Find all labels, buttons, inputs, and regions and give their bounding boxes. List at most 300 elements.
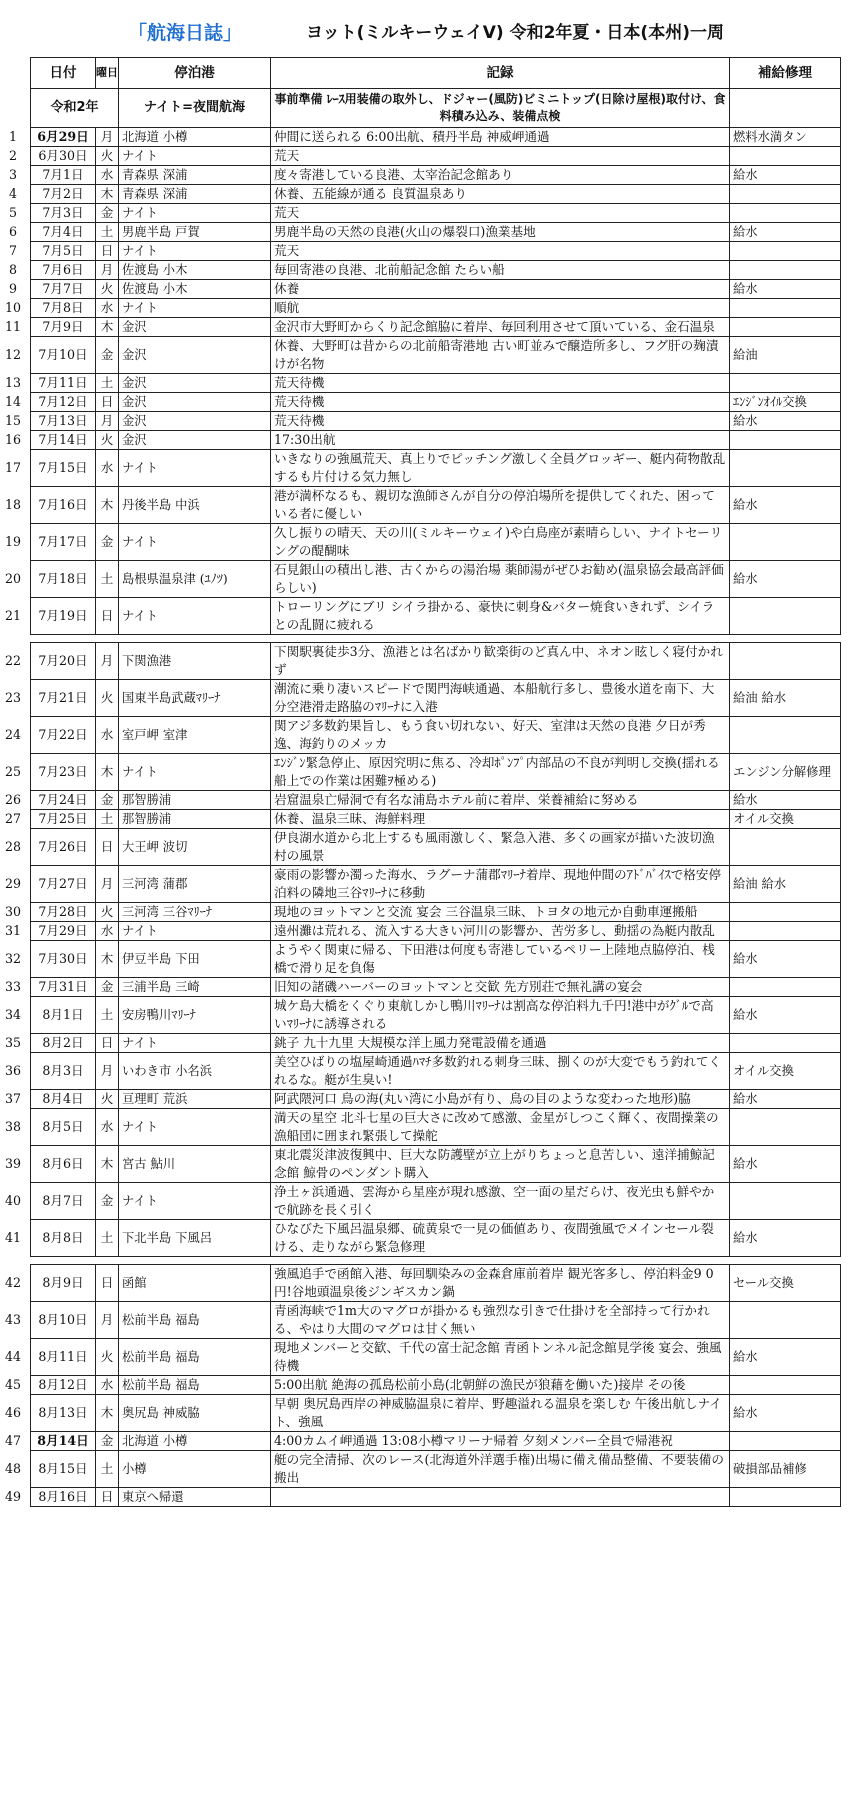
record-cell: 旧知の諸磯ハーバーのヨットマンと交歓 先方別荘で無礼講の宴会 <box>271 978 730 997</box>
row-number: 29 <box>4 876 22 891</box>
supply-cell: 給水 <box>730 1090 841 1109</box>
record-cell: 17:30出航 <box>271 431 730 450</box>
record-cell: 潮流に乗り凄いスピードで関門海峡通過、本船航行多し、豊後水道を南下、大分空港滑走路脇のﾏﾘｰﾅに入港 <box>271 680 730 717</box>
record-cell: 遠州灘は荒れる、流入する大きい河川の影響か、苦労多し、動揺の為艇内散乱 <box>271 922 730 941</box>
port-cell: 松前半島 福島 <box>119 1339 271 1376</box>
row-number: 6 <box>8 224 17 239</box>
row-number: 34 <box>4 1007 22 1022</box>
log-row <box>31 1146 841 1183</box>
row-number: 28 <box>4 839 22 854</box>
day-cell: 金 <box>96 1432 119 1451</box>
port-cell: ナイト <box>119 598 271 635</box>
row-number: 21 <box>4 608 22 623</box>
port-cell: 宮古 鮎川 <box>119 1146 271 1183</box>
log-row <box>31 431 841 450</box>
day-cell: 金 <box>96 204 119 223</box>
day-cell: 月 <box>96 866 119 903</box>
row-number: 10 <box>4 300 22 315</box>
supply-cell <box>730 1034 841 1053</box>
port-cell: ナイト <box>119 204 271 223</box>
port-cell: 三河湾 蒲郡 <box>119 866 271 903</box>
log-row <box>31 791 841 810</box>
port-cell: 島根県温泉津 (ﾕﾉﾂ) <box>119 561 271 598</box>
supply-cell: 給水 <box>730 280 841 299</box>
row-number: 49 <box>4 1489 22 1504</box>
date-cell: 7月9日 <box>31 318 96 337</box>
date-cell: 7月20日 <box>31 643 96 680</box>
record-cell: 度々寄港している良港、太宰治記念館あり <box>271 166 730 185</box>
port-cell: 松前半島 福島 <box>119 1302 271 1339</box>
port-cell: 東京へ帰還 <box>119 1488 271 1507</box>
row-number: 18 <box>4 497 22 512</box>
row-number: 22 <box>4 653 22 668</box>
date-cell: 7月21日 <box>31 680 96 717</box>
log-row <box>31 1183 841 1220</box>
row-number: 7 <box>8 243 17 258</box>
log-row <box>31 561 841 598</box>
voyage-log-table <box>30 57 841 1507</box>
date-cell: 7月11日 <box>31 374 96 393</box>
record-cell: 現地のヨットマンと交流 宴会 三谷温泉三昧、トヨタの地元か自動車運搬船 <box>271 903 730 922</box>
col-header-record: 記録 <box>271 58 730 89</box>
log-row <box>31 166 841 185</box>
day-cell: 土 <box>96 223 119 242</box>
row-number: 23 <box>4 690 22 705</box>
row-number: 45 <box>4 1377 22 1392</box>
day-cell: 月 <box>96 643 119 680</box>
supply-cell: 給水 <box>730 412 841 431</box>
record-cell: トローリングにブリ シイラ掛かる、豪快に刺身&バター焼食いきれず、シイラとの乱闘に疲れる <box>271 598 730 635</box>
col-header-port: 停泊港 <box>119 58 271 89</box>
supply-cell: 給水 <box>730 166 841 185</box>
header <box>0 10 860 50</box>
record-cell: 阿武隈河口 鳥の海(丸い湾に小島が有り、鳥の目のような変わった地形)脇 <box>271 1090 730 1109</box>
row-number: 24 <box>4 727 22 742</box>
day-cell: 金 <box>96 524 119 561</box>
supply-cell <box>730 643 841 680</box>
log-row <box>31 922 841 941</box>
log-row <box>31 524 841 561</box>
date-cell: 7月18日 <box>31 561 96 598</box>
log-row <box>31 337 841 374</box>
log-row <box>31 374 841 393</box>
log-row <box>31 866 841 903</box>
log-row <box>31 1376 841 1395</box>
date-cell: 7月28日 <box>31 903 96 922</box>
date-cell: 8月1日 <box>31 997 96 1034</box>
port-cell: ナイト <box>119 1034 271 1053</box>
supply-cell: 給水 <box>730 1395 841 1432</box>
preparation-record: 事前準備 ﾚｰｽ用装備の取外し、ドジャー(風防)ビミニトップ(日除け屋根)取付け、食料積み込み、装備点検 <box>271 89 730 128</box>
record-cell: 石見銀山の積出し港、古くからの湯治場 薬師湯がぜひお勧め(温泉協会最高評価らしい) <box>271 561 730 598</box>
day-cell: 火 <box>96 431 119 450</box>
supply-cell <box>730 204 841 223</box>
day-cell: 火 <box>96 1339 119 1376</box>
record-cell: 5:00出航 絶海の孤島松前小島(北朝鮮の漁民が狼藉を働いた)接岸 その後 <box>271 1376 730 1395</box>
record-cell <box>271 1488 730 1507</box>
day-cell: 日 <box>96 1488 119 1507</box>
date-cell: 8月4日 <box>31 1090 96 1109</box>
port-cell: 大王岬 波切 <box>119 829 271 866</box>
port-cell: 伊豆半島 下田 <box>119 941 271 978</box>
night-note-cell: ナイト=夜間航海 <box>119 89 271 128</box>
record-cell: ひなびた下風呂温泉郷、硫黄泉で一見の価値あり、夜間強風でメインセール裂ける、走りながら緊急修理 <box>271 1220 730 1257</box>
log-row <box>31 318 841 337</box>
supply-cell <box>730 903 841 922</box>
log-row <box>31 1395 841 1432</box>
supply-cell <box>730 431 841 450</box>
date-cell: 8月9日 <box>31 1265 96 1302</box>
date-cell: 8月13日 <box>31 1395 96 1432</box>
day-cell: 金 <box>96 791 119 810</box>
supply-cell: 給水 <box>730 223 841 242</box>
supply-cell: ｴﾝｼﾞﾝｵｲﾙ交換 <box>730 393 841 412</box>
supply-cell: 給水 <box>730 1220 841 1257</box>
record-cell: 浄土ヶ浜通過、雲海から星座が現れ感激、空一面の星だらけ、夜光虫も鮮やかで航跡を長く引く <box>271 1183 730 1220</box>
port-cell: 那智勝浦 <box>119 791 271 810</box>
log-row <box>31 204 841 223</box>
day-cell: 木 <box>96 185 119 204</box>
row-number: 16 <box>4 432 22 447</box>
date-cell: 7月2日 <box>31 185 96 204</box>
supply-cell <box>730 1432 841 1451</box>
record-cell: 銚子 九十九里 大規模な洋上風力発電設備を通過 <box>271 1034 730 1053</box>
day-cell: 火 <box>96 903 119 922</box>
port-cell: ナイト <box>119 922 271 941</box>
log-row <box>31 717 841 754</box>
record-cell: ｴﾝｼﾞﾝ緊急停止、原因究明に焦る、冷却ﾎﾟﾝﾌﾟ内部品の不良が判明し交換(揺れる船上での作業は困難ｦ極める) <box>271 754 730 791</box>
date-cell: 8月3日 <box>31 1053 96 1090</box>
supply-cell <box>730 524 841 561</box>
row-number: 42 <box>4 1275 22 1290</box>
supply-cell <box>730 978 841 997</box>
row-number: 12 <box>4 347 22 362</box>
port-cell: 丹後半島 中浜 <box>119 487 271 524</box>
port-cell: 金沢 <box>119 431 271 450</box>
supply-cell <box>730 1183 841 1220</box>
day-cell: 土 <box>96 1451 119 1488</box>
page-title: 「航海日誌」 <box>128 22 243 44</box>
row-number: 20 <box>4 571 22 586</box>
day-cell: 水 <box>96 717 119 754</box>
record-cell: 強風追手で函館入港、毎回馴染みの金森倉庫前着岸 観光客多し、停泊料金9 0円!谷地頭温泉後ジンギスカン鍋 <box>271 1265 730 1302</box>
date-cell: 8月12日 <box>31 1376 96 1395</box>
port-cell: いわき市 小名浜 <box>119 1053 271 1090</box>
date-cell: 7月23日 <box>31 754 96 791</box>
day-cell: 火 <box>96 147 119 166</box>
row-number: 15 <box>4 413 22 428</box>
supply-cell <box>730 374 841 393</box>
day-cell: 木 <box>96 754 119 791</box>
day-cell: 火 <box>96 680 119 717</box>
day-cell: 土 <box>96 561 119 598</box>
supply-cell <box>730 829 841 866</box>
log-row <box>31 147 841 166</box>
row-number: 26 <box>4 792 22 807</box>
log-row <box>31 128 841 147</box>
date-cell: 7月30日 <box>31 941 96 978</box>
section-gap-cell <box>31 1257 841 1265</box>
section-gap <box>31 1257 841 1265</box>
row-number: 32 <box>4 951 22 966</box>
supply-cell: 給水 <box>730 791 841 810</box>
supply-cell: セール交換 <box>730 1265 841 1302</box>
row-number: 41 <box>4 1230 22 1245</box>
port-cell: 下北半島 下風呂 <box>119 1220 271 1257</box>
day-cell: 木 <box>96 318 119 337</box>
log-row <box>31 941 841 978</box>
record-cell: 城ケ島大橋をくぐり東航しかし鴨川ﾏﾘｰﾅは割高な停泊料九千円!港中がｸﾞﾙで高いﾏﾘｰﾅに誘導される <box>271 997 730 1034</box>
supply-cell: 給油 <box>730 337 841 374</box>
date-cell: 7月17日 <box>31 524 96 561</box>
record-cell: 休養、温泉三昧、海鮮料理 <box>271 810 730 829</box>
log-row <box>31 1090 841 1109</box>
date-cell: 7月13日 <box>31 412 96 431</box>
port-cell: 函館 <box>119 1265 271 1302</box>
row-number: 4 <box>8 186 17 201</box>
row-number: 37 <box>4 1091 22 1106</box>
date-cell: 8月10日 <box>31 1302 96 1339</box>
date-cell: 7月16日 <box>31 487 96 524</box>
day-cell: 火 <box>96 280 119 299</box>
row-number: 40 <box>4 1193 22 1208</box>
supply-cell: 給水 <box>730 487 841 524</box>
record-cell: 美空ひばりの塩屋崎通過ﾊﾏﾁ多数釣れる刺身三昧、捌くのが大変でもう釣れてくれるな。艇が生臭い! <box>271 1053 730 1090</box>
row-number: 36 <box>4 1063 22 1078</box>
port-cell: 男鹿半島 戸賀 <box>119 223 271 242</box>
port-cell: 三浦半島 三崎 <box>119 978 271 997</box>
port-cell: 安房鴨川ﾏﾘｰﾅ <box>119 997 271 1034</box>
port-cell: 三河湾 三谷ﾏﾘｰﾅ <box>119 903 271 922</box>
row-number: 38 <box>4 1119 22 1134</box>
day-cell: 月 <box>96 261 119 280</box>
log-row <box>31 754 841 791</box>
log-row <box>31 223 841 242</box>
row-number: 19 <box>4 534 22 549</box>
port-cell: 青森県 深浦 <box>119 185 271 204</box>
log-row <box>31 242 841 261</box>
date-cell: 7月25日 <box>31 810 96 829</box>
record-cell: 休養、大野町は昔からの北前船寄港地 古い町並みで醸造所多し、フグ肝の麹漬けが名物 <box>271 337 730 374</box>
date-cell: 8月2日 <box>31 1034 96 1053</box>
supply-cell <box>730 1376 841 1395</box>
record-cell: 満天の星空 北斗七星の巨大さに改めて感激、金星がしつこく輝く、夜間操業の漁船団に囲まれ緊張して操舵 <box>271 1109 730 1146</box>
record-cell: 順航 <box>271 299 730 318</box>
log-row <box>31 1220 841 1257</box>
port-cell: 北海道 小樽 <box>119 1432 271 1451</box>
supply-cell: 給油 給水 <box>730 680 841 717</box>
record-cell: 関アジ多数釣果旨し、もう食い切れない、好天、室津は天然の良港 夕日が秀逸、海釣りのメッカ <box>271 717 730 754</box>
log-row <box>31 1451 841 1488</box>
date-cell: 8月8日 <box>31 1220 96 1257</box>
day-cell: 木 <box>96 941 119 978</box>
supply-cell <box>730 717 841 754</box>
record-cell: 荒天待機 <box>271 412 730 431</box>
supply-cell <box>730 598 841 635</box>
date-cell: 7月24日 <box>31 791 96 810</box>
log-row <box>31 1339 841 1376</box>
record-cell: 男鹿半島の天然の良港(火山の爆裂口)漁業基地 <box>271 223 730 242</box>
date-cell: 8月11日 <box>31 1339 96 1376</box>
date-cell: 7月19日 <box>31 598 96 635</box>
row-number: 25 <box>4 764 22 779</box>
date-cell: 8月15日 <box>31 1451 96 1488</box>
day-cell: 土 <box>96 810 119 829</box>
port-cell: ナイト <box>119 1183 271 1220</box>
row-number: 14 <box>4 394 22 409</box>
port-cell: ナイト <box>119 299 271 318</box>
log-row <box>31 1302 841 1339</box>
log-row <box>31 450 841 487</box>
supply-cell <box>730 299 841 318</box>
date-cell: 7月15日 <box>31 450 96 487</box>
supply-cell <box>730 318 841 337</box>
day-cell: 水 <box>96 166 119 185</box>
date-cell: 6月29日 <box>31 128 96 147</box>
day-cell: 金 <box>96 978 119 997</box>
log-row <box>31 1432 841 1451</box>
port-cell: 亘理町 荒浜 <box>119 1090 271 1109</box>
log-row <box>31 903 841 922</box>
day-cell: 木 <box>96 487 119 524</box>
log-row <box>31 299 841 318</box>
supply-cell: 給水 <box>730 941 841 978</box>
log-row <box>31 978 841 997</box>
date-cell: 7月4日 <box>31 223 96 242</box>
supply-cell <box>730 261 841 280</box>
log-row <box>31 280 841 299</box>
row-number: 3 <box>8 167 17 182</box>
day-cell: 月 <box>96 1302 119 1339</box>
table-header-row <box>31 58 841 89</box>
log-row <box>31 829 841 866</box>
row-number: 35 <box>4 1035 22 1050</box>
date-cell: 7月8日 <box>31 299 96 318</box>
date-cell: 7月7日 <box>31 280 96 299</box>
date-cell: 8月7日 <box>31 1183 96 1220</box>
date-cell: 7月26日 <box>31 829 96 866</box>
log-row <box>31 1109 841 1146</box>
port-cell: 下関漁港 <box>119 643 271 680</box>
port-cell: ナイト <box>119 147 271 166</box>
record-cell: 早朝 奥尻島西岸の神威脇温泉に着岸、野趣溢れる温泉を楽しむ 午後出航しナイト、強風 <box>271 1395 730 1432</box>
supply-cell <box>730 1302 841 1339</box>
log-row <box>31 1053 841 1090</box>
row-number: 9 <box>8 281 17 296</box>
record-cell: 休養、五能線が通る 良質温泉あり <box>271 185 730 204</box>
date-cell: 8月6日 <box>31 1146 96 1183</box>
row-number: 1 <box>8 129 17 144</box>
preparation-row <box>31 89 841 128</box>
supply-cell: 給水 <box>730 997 841 1034</box>
row-number: 17 <box>4 460 22 475</box>
record-cell: 久し振りの晴天、天の川(ミルキーウェイ)や白鳥座が素晴らしい、ナイトセーリングの醍醐味 <box>271 524 730 561</box>
supply-cell: 燃料水満タン <box>730 128 841 147</box>
port-cell: ナイト <box>119 242 271 261</box>
section-gap <box>31 635 841 643</box>
log-row <box>31 261 841 280</box>
supply-cell <box>730 1488 841 1507</box>
section-gap-cell <box>31 635 841 643</box>
row-number: 33 <box>4 979 22 994</box>
record-cell: いきなりの強風荒天、真上りでピッチング激しく全員グロッギー、艇内荷物散乱するも片付ける気力無し <box>271 450 730 487</box>
port-cell: ナイト <box>119 754 271 791</box>
row-number: 30 <box>4 904 22 919</box>
supply-cell <box>730 147 841 166</box>
day-cell: 土 <box>96 1220 119 1257</box>
log-row <box>31 487 841 524</box>
row-number: 39 <box>4 1156 22 1171</box>
supply-cell: オイル交換 <box>730 1053 841 1090</box>
day-cell: 金 <box>96 1183 119 1220</box>
port-cell: 金沢 <box>119 393 271 412</box>
record-cell: 岩窟温泉亡帰洞で有名な浦島ホテル前に着岸、栄養補給に努める <box>271 791 730 810</box>
supply-cell: 給水 <box>730 1339 841 1376</box>
row-number: 2 <box>8 148 17 163</box>
date-cell: 7月10日 <box>31 337 96 374</box>
col-header-day: 曜日 <box>96 58 119 89</box>
record-cell: 4:00カムイ岬通過 13:08小樽マリーナ帰着 夕刻メンバー全員で帰港祝 <box>271 1432 730 1451</box>
port-cell: 北海道 小樽 <box>119 128 271 147</box>
record-cell: 荒天待機 <box>271 393 730 412</box>
supply-cell: オイル交換 <box>730 810 841 829</box>
date-cell: 8月5日 <box>31 1109 96 1146</box>
date-cell: 7月22日 <box>31 717 96 754</box>
day-cell: 水 <box>96 1109 119 1146</box>
log-row <box>31 680 841 717</box>
supply-cell <box>730 242 841 261</box>
port-cell: 那智勝浦 <box>119 810 271 829</box>
day-cell: 金 <box>96 337 119 374</box>
day-cell: 火 <box>96 1090 119 1109</box>
record-cell: 毎回寄港の良港、北前船記念館 たらい船 <box>271 261 730 280</box>
record-cell: 豪雨の影響か濁った海水、ラグーナ蒲郡ﾏﾘｰﾅ着岸、現地仲間のｱﾄﾞﾊﾞｲｽで格安停泊料の隣地三谷ﾏﾘｰﾅに移動 <box>271 866 730 903</box>
day-cell: 木 <box>96 1146 119 1183</box>
col-header-date: 日付 <box>31 58 96 89</box>
supply-cell: 破損部品補修 <box>730 1451 841 1488</box>
log-row <box>31 997 841 1034</box>
day-cell: 土 <box>96 997 119 1034</box>
supply-cell <box>730 185 841 204</box>
supply-cell: 給水 <box>730 1146 841 1183</box>
port-cell: ナイト <box>119 450 271 487</box>
row-number: 5 <box>8 205 17 220</box>
supply-cell <box>730 1109 841 1146</box>
row-number: 11 <box>4 319 22 334</box>
record-cell: 伊良湖水道から北上するも風雨激しく、緊急入港、多くの画家が描いた波切漁村の風景 <box>271 829 730 866</box>
row-number: 27 <box>4 811 22 826</box>
supply-cell <box>730 450 841 487</box>
day-cell: 日 <box>96 1034 119 1053</box>
date-cell: 7月1日 <box>31 166 96 185</box>
record-cell: 休養 <box>271 280 730 299</box>
record-cell: 金沢市大野町からくり記念館脇に着岸、毎回利用させて頂いている、金石温泉 <box>271 318 730 337</box>
date-cell: 7月29日 <box>31 922 96 941</box>
day-cell: 日 <box>96 1265 119 1302</box>
port-cell: 佐渡島 小木 <box>119 261 271 280</box>
log-row <box>31 643 841 680</box>
day-cell: 月 <box>96 1053 119 1090</box>
log-row <box>31 412 841 431</box>
page-subtitle: ヨット(ミルキーウェイⅤ) 令和2年夏・日本(本州)一周 <box>306 23 724 43</box>
date-cell: 7月31日 <box>31 978 96 997</box>
date-cell: 7月12日 <box>31 393 96 412</box>
date-cell: 7月14日 <box>31 431 96 450</box>
log-row <box>31 1265 841 1302</box>
date-cell: 7月27日 <box>31 866 96 903</box>
log-row <box>31 1488 841 1507</box>
date-cell: 6月30日 <box>31 147 96 166</box>
